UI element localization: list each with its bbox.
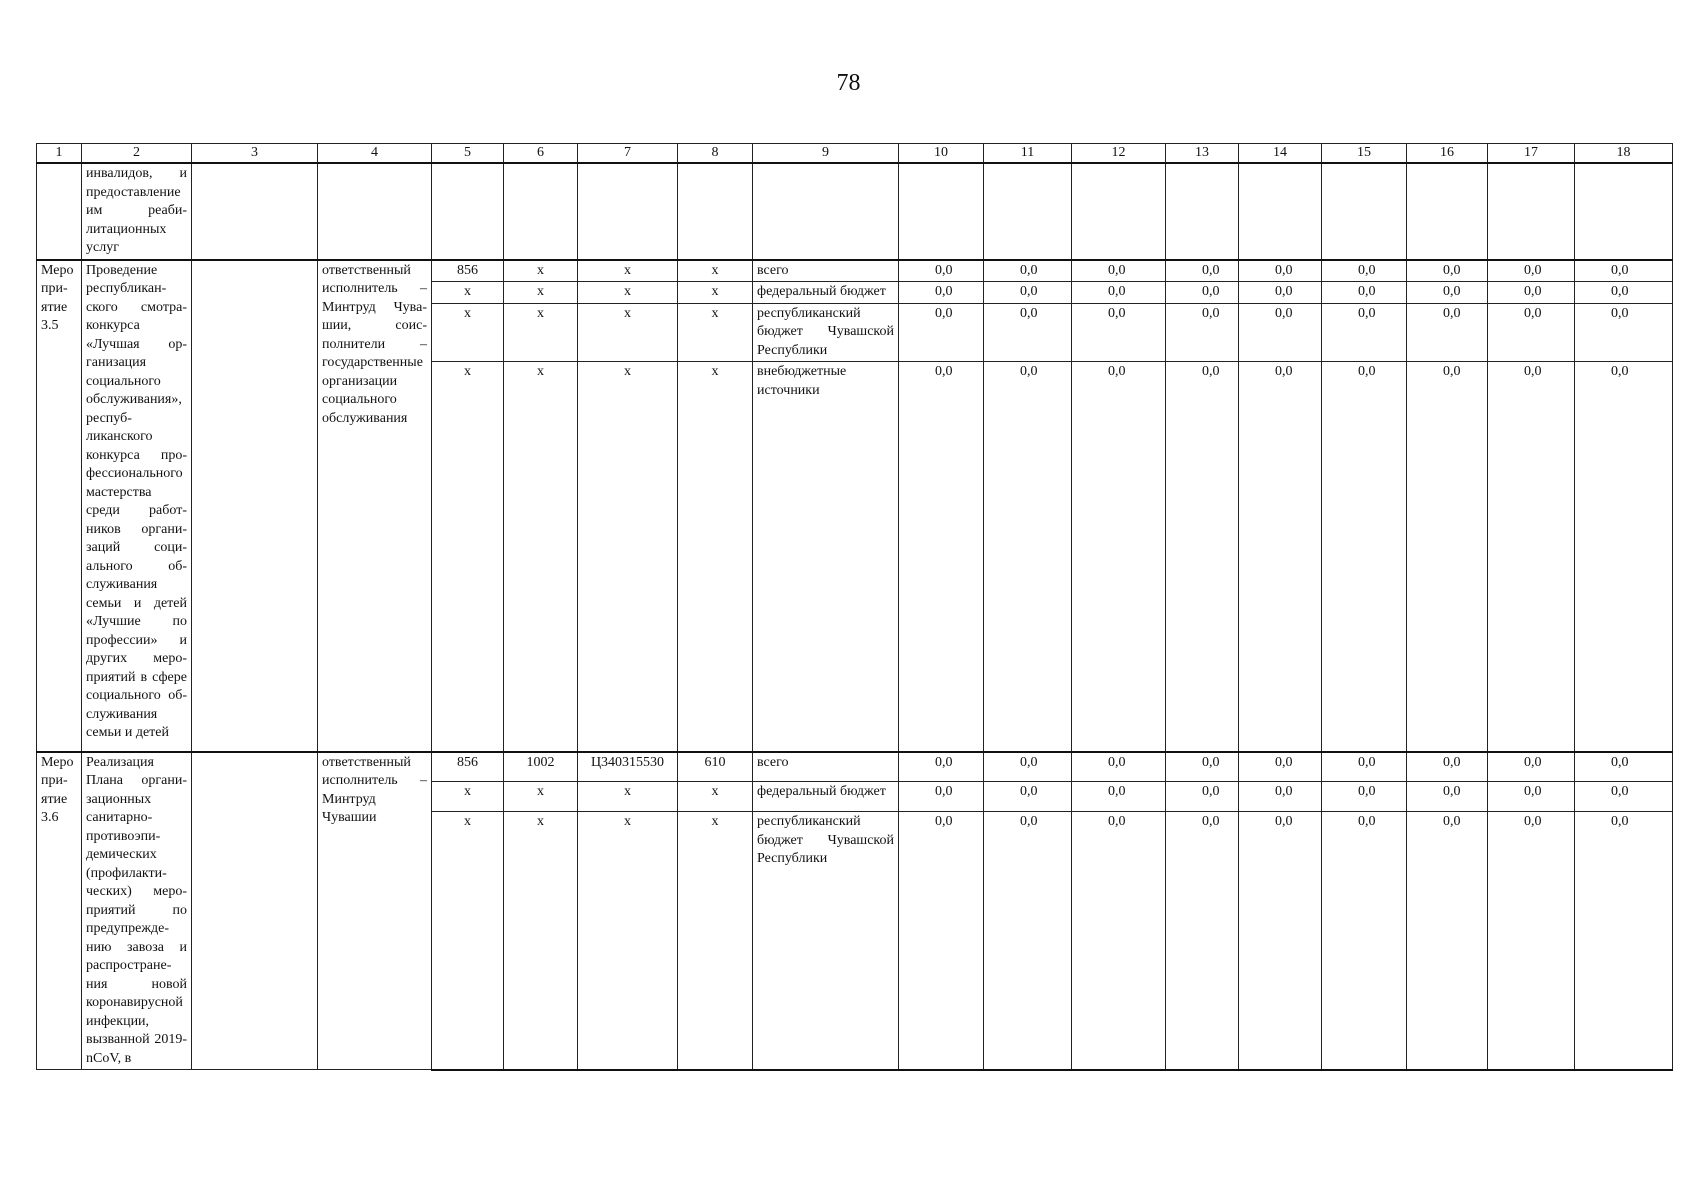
- cell-c5: 856: [432, 752, 504, 782]
- table-row: [37, 752, 1673, 782]
- cell-c6: х: [504, 362, 578, 752]
- cell-c8: х: [678, 303, 753, 362]
- cell-value: 0,0: [1322, 782, 1407, 812]
- funding-source: федеральный бюджет: [753, 282, 899, 304]
- cell-c5: х: [432, 282, 504, 304]
- cell-c6: х: [504, 812, 578, 1070]
- cell-value: 0,0: [1322, 752, 1407, 782]
- cell-value: 0,0: [1407, 812, 1488, 1070]
- column-number: 5: [432, 144, 504, 164]
- cell-value: 0,0: [1407, 782, 1488, 812]
- cell-value: 0,0: [1488, 282, 1575, 304]
- funding-source: всего: [753, 752, 899, 782]
- column-number: 8: [678, 144, 753, 164]
- cell-c5: х: [432, 812, 504, 1070]
- column-number: 2: [82, 144, 192, 164]
- cell-value: 0,0: [1488, 260, 1575, 282]
- cell-value: 0,0: [1072, 303, 1166, 362]
- column-number: 12: [1072, 144, 1166, 164]
- cell-value: 0,0: [1488, 303, 1575, 362]
- cell-c8: х: [678, 282, 753, 304]
- cell-value: 0,0: [984, 782, 1072, 812]
- cell-value: 0,0: [984, 752, 1072, 782]
- column-number: 15: [1322, 144, 1407, 164]
- column-number: 6: [504, 144, 578, 164]
- funding-source: внебюджетные источники: [753, 362, 899, 752]
- cell-value: 0,0: [1575, 782, 1673, 812]
- column-number: 13: [1166, 144, 1239, 164]
- cell-value: 0,0: [899, 282, 984, 304]
- table-row: [37, 260, 1673, 282]
- cell-value: 0,0: [1072, 782, 1166, 812]
- cell-c8: 610: [678, 752, 753, 782]
- cell-value: 0,0: [899, 303, 984, 362]
- column-number: 9: [753, 144, 899, 164]
- cell-c5: х: [432, 303, 504, 362]
- cell-value: 0,0: [1322, 260, 1407, 282]
- cell-value: 0,0: [1166, 362, 1239, 752]
- cell-value: 0,0: [1072, 752, 1166, 782]
- cell-value: 0,0: [899, 782, 984, 812]
- cell-value: 0,0: [1239, 782, 1322, 812]
- cell-value: 0,0: [1072, 260, 1166, 282]
- cell-c8: х: [678, 362, 753, 752]
- cell-value: 0,0: [1166, 303, 1239, 362]
- column-number: 1: [37, 144, 82, 164]
- event-name: Проведение республиканского смотра-конкурса «Лучшая организация социального обслуживания», республиканского конкурса профессионального мастерства среди работников организаций социального обслуживания семьи и детей «Лучшие по профессии» и других мероприятий в сфере социального обслуживания семьи и детей: [82, 260, 192, 752]
- cell-value: 0,0: [1239, 362, 1322, 752]
- cell-value: 0,0: [1322, 282, 1407, 304]
- cell-c8: х: [678, 260, 753, 282]
- column-number: 3: [192, 144, 318, 164]
- cell-c7: х: [578, 782, 678, 812]
- page-number: 78: [836, 70, 861, 96]
- column-number: 11: [984, 144, 1072, 164]
- cell-c6: х: [504, 303, 578, 362]
- column-number: 4: [318, 144, 432, 164]
- continuation-row: [37, 163, 1673, 260]
- cell-value: 0,0: [899, 752, 984, 782]
- cell-c7: х: [578, 812, 678, 1070]
- cell-value: 0,0: [1239, 282, 1322, 304]
- cell-value: 0,0: [1488, 782, 1575, 812]
- cell-value: 0,0: [1407, 260, 1488, 282]
- event-name-continuation: инвалидов, и предоставление им реабилитационных услуг: [82, 163, 192, 260]
- cell-c5: 856: [432, 260, 504, 282]
- cell-value: 0,0: [1575, 282, 1673, 304]
- cell-c6: х: [504, 260, 578, 282]
- funding-source: всего: [753, 260, 899, 282]
- column-number: 18: [1575, 144, 1673, 164]
- cell-value: 0,0: [899, 260, 984, 282]
- cell-value: 0,0: [1166, 782, 1239, 812]
- cell-value: 0,0: [1072, 812, 1166, 1070]
- cell-value: 0,0: [1166, 260, 1239, 282]
- cell-value: 0,0: [1407, 362, 1488, 752]
- cell-value: 0,0: [1407, 752, 1488, 782]
- cell-c7: х: [578, 260, 678, 282]
- cell-value: 0,0: [984, 303, 1072, 362]
- cell-c7: х: [578, 362, 678, 752]
- cell-value: 0,0: [1239, 303, 1322, 362]
- cell-c8: х: [678, 782, 753, 812]
- cell-value: 0,0: [899, 362, 984, 752]
- cell-value: 0,0: [1166, 282, 1239, 304]
- event-executor: ответственный исполнитель – Минтруд Чувашии, соисполнители – государственные организации социального обслуживания: [318, 260, 432, 752]
- event-label: Меро приятие 3.5: [37, 260, 82, 752]
- cell-c6: 1002: [504, 752, 578, 782]
- cell-c7: Ц340315530: [578, 752, 678, 782]
- cell-value: 0,0: [984, 260, 1072, 282]
- event-label: Меро приятие 3.6: [37, 752, 82, 1070]
- cell-value: 0,0: [1239, 752, 1322, 782]
- funding-source: республиканский бюджет Чувашской Республики: [753, 303, 899, 362]
- event-name: Реализация Плана организационных санитарно-противоэпидемических (профилактических) мероприятий по предупреждению завоза и распространения новой коронавирусной инфекции, вызванной 2019-nCoV, в: [82, 752, 192, 1070]
- cell-c5: х: [432, 362, 504, 752]
- cell-c8: х: [678, 812, 753, 1070]
- cell-c7: х: [578, 303, 678, 362]
- cell-value: 0,0: [1072, 282, 1166, 304]
- cell-value: 0,0: [1488, 362, 1575, 752]
- cell-value: 0,0: [1575, 752, 1673, 782]
- cell-value: 0,0: [1166, 752, 1239, 782]
- cell-value: 0,0: [984, 812, 1072, 1070]
- cell-c5: х: [432, 782, 504, 812]
- column-number: 7: [578, 144, 678, 164]
- budget-table: [36, 143, 1673, 1071]
- cell-value: 0,0: [1166, 812, 1239, 1070]
- cell-value: 0,0: [1407, 282, 1488, 304]
- column-number: 16: [1407, 144, 1488, 164]
- cell-value: 0,0: [1322, 303, 1407, 362]
- cell-value: 0,0: [984, 362, 1072, 752]
- column-number: 10: [899, 144, 984, 164]
- column-number: 17: [1488, 144, 1575, 164]
- cell-value: 0,0: [1239, 812, 1322, 1070]
- cell-value: 0,0: [984, 282, 1072, 304]
- column-number-row: [37, 144, 1673, 164]
- funding-source: республиканский бюджет Чувашской Республики: [753, 812, 899, 1070]
- cell-value: 0,0: [1322, 812, 1407, 1070]
- cell-value: 0,0: [1322, 362, 1407, 752]
- cell-value: 0,0: [899, 812, 984, 1070]
- cell-c6: х: [504, 782, 578, 812]
- event-executor: ответственный исполнитель – Минтруд Чувашии: [318, 752, 432, 1070]
- cell-value: 0,0: [1575, 303, 1673, 362]
- cell-c7: х: [578, 282, 678, 304]
- cell-value: 0,0: [1575, 260, 1673, 282]
- cell-value: 0,0: [1488, 812, 1575, 1070]
- cell-value: 0,0: [1575, 362, 1673, 752]
- cell-value: 0,0: [1407, 303, 1488, 362]
- cell-c6: х: [504, 282, 578, 304]
- cell-value: 0,0: [1239, 260, 1322, 282]
- cell-value: 0,0: [1072, 362, 1166, 752]
- column-number: 14: [1239, 144, 1322, 164]
- cell-value: 0,0: [1488, 752, 1575, 782]
- cell-value: 0,0: [1575, 812, 1673, 1070]
- funding-source: федеральный бюджет: [753, 782, 899, 812]
